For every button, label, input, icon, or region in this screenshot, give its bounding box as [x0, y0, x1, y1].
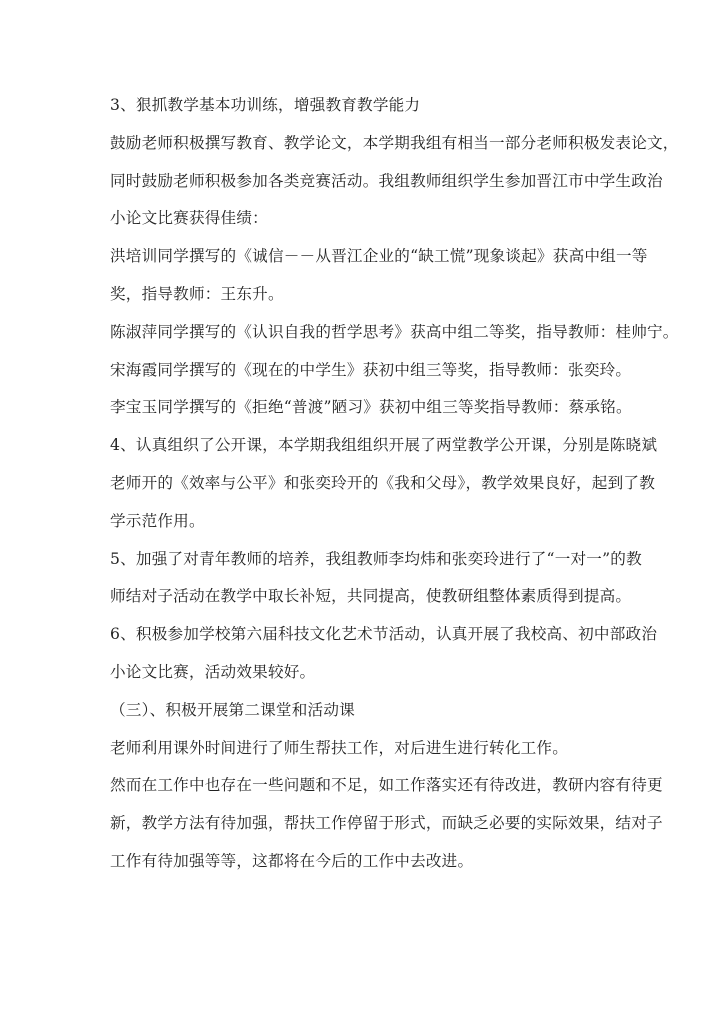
award-line: 李宝玉同学撰写的《拒绝“普渡”陋习》获初中组三等奖指导教师：蔡承铭。: [110, 398, 632, 417]
paragraph-line: 鼓励老师积极撰写教育、教学论文，本学期我组有相当一部分老师积极发表论文，: [110, 133, 679, 152]
award-line: 陈淑萍同学撰写的《认识自我的哲学思考》获高中组二等奖，指导教师：桂帅宁。: [110, 322, 679, 341]
paragraph-line: 然而在工作中也存在一些问题和不足，如工作落实还有待改进，教研内容有待更: [110, 776, 663, 795]
award-line: 奖，指导教师：王东升。: [110, 284, 284, 303]
paragraph-line: 小论文比赛，活动效果较好。: [110, 662, 316, 681]
paragraph-line: 学示范作用。: [110, 511, 205, 530]
paragraph-line: 师结对子活动在教学中取长补短，共同提高，使教研组整体素质得到提高。: [110, 587, 632, 606]
paragraph-line: 同时鼓励老师积极参加各类竞赛活动。我组教师组织学生参加晋江市中学生政治: [110, 171, 663, 190]
paragraph-line: 新，教学方法有待加强，帮扶工作停留于形式，而缺乏必要的实际效果，结对子: [110, 814, 663, 833]
award-line: 洪培训同学撰写的《诚信－－从晋江企业的“缺工慌”现象谈起》获高中组一等: [110, 247, 648, 266]
paragraph-line: 工作有待加强等等，这都将在今后的工作中去改进。: [110, 851, 474, 870]
paragraph-line: 6、积极参加学校第六届科技文化艺术节活动，认真开展了我校高、初中部政治: [110, 625, 658, 644]
section-heading: （三）、积极开展第二课堂和活动课: [110, 700, 355, 719]
award-line: 宋海霞同学撰写的《现在的中学生》获初中组三等奖，指导教师：张奕玲。: [110, 360, 632, 379]
document-body: [110, 93, 679, 887]
paragraph-line: 老师利用课外时间进行了师生帮扶工作，对后进生进行转化工作。: [110, 738, 569, 757]
paragraph-line: 老师开的《效率与公平》和张奕玲开的《我和父母》，教学效果良好，起到了教: [110, 473, 655, 492]
section-heading: 3、狠抓教学基本功训练，增强教育教学能力: [110, 96, 421, 114]
paragraph-line: 5、加强了对青年教师的培养，我组教师李均炜和张奕玲进行了“一对一”的教: [110, 549, 642, 568]
paragraph-line: 小论文比赛获得佳绩：: [110, 209, 268, 228]
paragraph-line: 4、认真组织了公开课，本学期我组组织开展了两堂教学公开课，分别是陈晓斌: [110, 436, 658, 455]
